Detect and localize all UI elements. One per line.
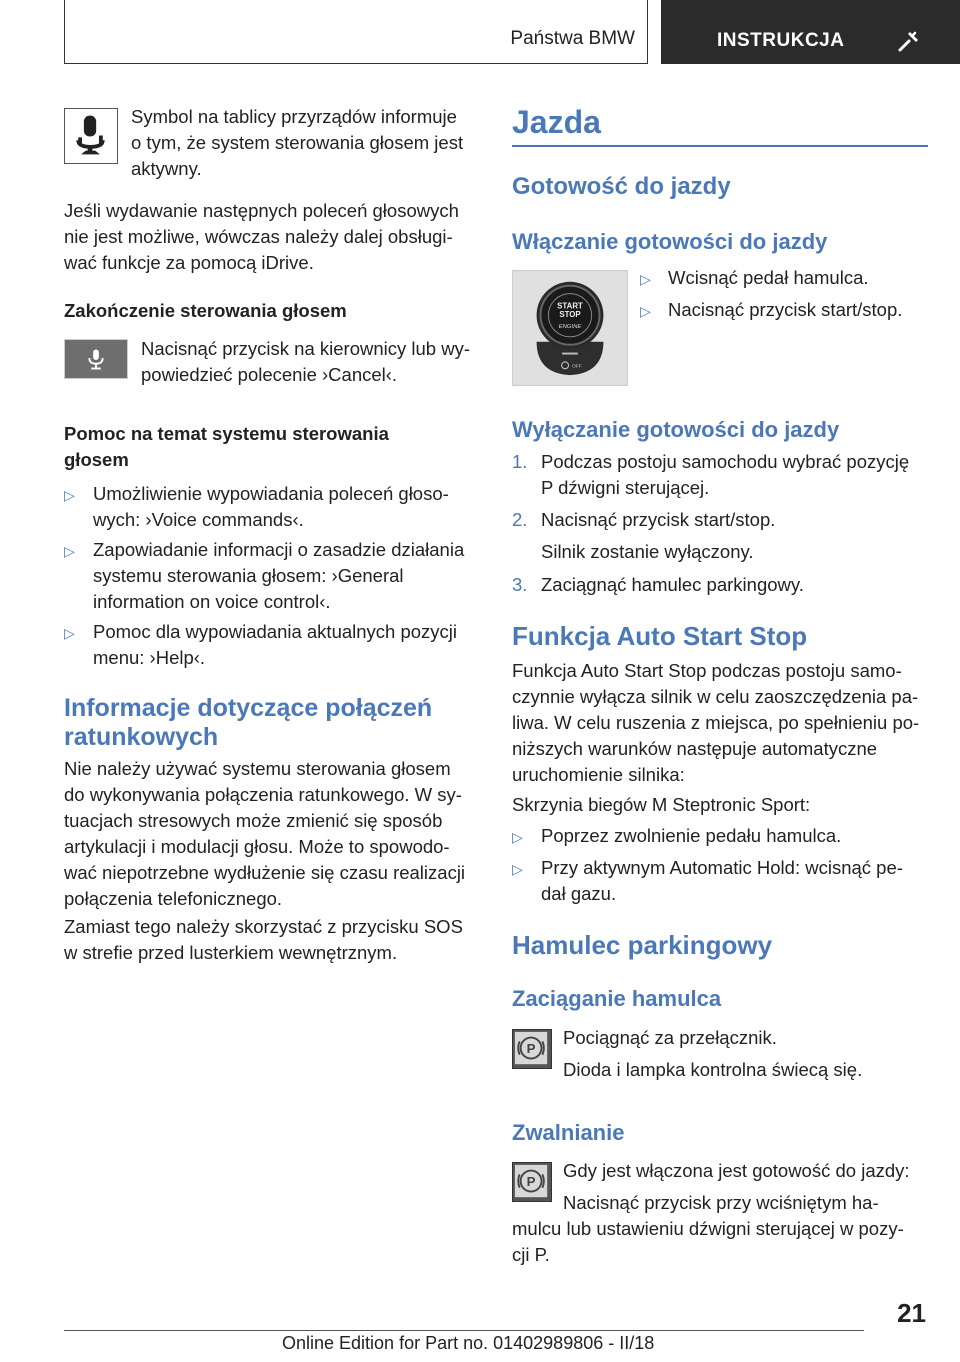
idrive-text-1: Jeśli wydawanie następnych poleceń głosowych — [64, 200, 459, 221]
parking-brake-heading: Hamulec parkingowy — [512, 930, 773, 960]
auto-text-3: liwa. W celu ruszenia z miejsca, po spełnieniu po- — [512, 712, 920, 733]
release-text-4: cji P. — [512, 1244, 550, 1265]
parking-brake-icon — [513, 1163, 551, 1201]
page-title: Jazda — [512, 104, 601, 140]
footer-edition: Online Edition for Part no. 01402989806 - II/18 — [282, 1333, 655, 1353]
emergency-text-1: Nie należy używać systemu sterowania głosem — [64, 758, 451, 779]
emergency-text-4: artykulacji i modulacji głosu. Może to spowodo- — [64, 836, 450, 857]
bullet-icon: ▷ — [640, 271, 651, 287]
step-number-3: 3. — [512, 574, 528, 595]
start-stop-button-drawing — [513, 271, 627, 385]
parking-brake-icon — [513, 1030, 551, 1068]
microphone-icon — [65, 340, 127, 378]
bullet-icon: ▷ — [64, 487, 75, 503]
off-label: OFF — [571, 364, 582, 370]
help-heading-2: głosem — [64, 449, 129, 470]
auto-item-2-line-1: Przy aktywnym Automatic Hold: wcisnąć pe- — [541, 857, 903, 878]
off-step-3-line-1: Zaciągnąć hamulec parkingowy. — [541, 574, 804, 595]
sos-text-2: w strefie przed lusterkiem wewnętrznym. — [64, 942, 398, 963]
gearbox-text: Skrzynia biegów M Steptronic Sport: — [512, 794, 811, 815]
step-number-2: 2. — [512, 509, 528, 530]
start-stop-button-image — [512, 270, 628, 386]
auto-start-stop-heading: Funkcja Auto Start Stop — [512, 621, 808, 651]
voice-symbol-text-2: o tym, że system sterowania głosem jest — [131, 132, 464, 153]
auto-text-5: uruchomienie silnika: — [512, 764, 685, 785]
wrench-icon — [897, 30, 921, 52]
readiness-on-heading: Włączanie gotowości do jazdy — [512, 229, 828, 254]
auto-item-2-line-2: dał gazu. — [541, 883, 617, 904]
idrive-text-3: wać funkcje za pomocą iDrive. — [64, 252, 314, 273]
help-item-1-line-1: Umożliwienie wypowiadania poleceń głoso- — [93, 483, 449, 504]
off-step-2-line-1: Nacisnąć przycisk start/stop. — [541, 509, 776, 530]
title-divider — [512, 145, 928, 147]
idrive-text-2: nie jest możliwe, wówczas należy dalej obsługi- — [64, 226, 453, 247]
end-voice-text-1: Nacisnąć przycisk na kierownicy lub wy- — [141, 338, 470, 359]
bullet-icon: ▷ — [512, 861, 523, 877]
steering-voice-button — [64, 339, 128, 379]
bullet-icon: ▷ — [640, 303, 651, 319]
auto-text-1: Funkcja Auto Start Stop podczas postoju samo- — [512, 660, 902, 681]
emergency-text-2: do wykonywania połączenia ratunkowego. W sy- — [64, 784, 462, 805]
help-item-2-line-1: Zapowiadanie informacji o zasadzie działania — [93, 539, 465, 560]
readiness-off-heading: Wyłączanie gotowości do jazdy — [512, 417, 840, 442]
parking-icon-letter: P — [526, 1040, 536, 1056]
emergency-text-5: wać niepotrzebne wydłużenie się czasu realizacji — [64, 862, 466, 883]
apply-text-1: Pociągnąć za przełącznik. — [563, 1027, 777, 1048]
auto-text-4: niższych warunków następuje automatyczne — [512, 738, 878, 759]
release-brake-heading: Zwalnianie — [512, 1120, 625, 1145]
auto-item-1: Poprzez zwolnienie pedału hamulca. — [541, 825, 842, 846]
release-text-1: Gdy jest włączona jest gotowość do jazdy: — [563, 1160, 910, 1181]
auto-text-2: czynnie wyłącza silnik w celu zaoszczędzenia pa- — [512, 686, 919, 707]
help-item-2-line-3: information on voice control‹. — [93, 591, 331, 612]
off-step-1-line-1: Podczas postoju samochodu wybrać pozycję — [541, 451, 910, 472]
page-number: 21 — [897, 1298, 926, 1328]
on-item-2: Nacisnąć przycisk start/stop. — [668, 299, 903, 320]
emergency-heading-1: Informacje dotyczące połączeń — [64, 694, 433, 722]
bullet-icon: ▷ — [64, 625, 75, 641]
off-step-1-line-2: P dźwigni sterującej. — [541, 477, 710, 498]
header-section-tab[interactable] — [661, 0, 960, 64]
emergency-text-3: tuacjach stresowych może zmienić się sposób — [64, 810, 443, 831]
release-text-3: mulcu lub ustawieniu dźwigni sterującej w pozy- — [512, 1218, 904, 1239]
header-brand-box — [64, 0, 648, 64]
readiness-heading: Gotowość do jazdy — [512, 173, 731, 200]
release-text-2: Nacisnąć przycisk przy wciśniętym ha- — [563, 1192, 879, 1213]
apply-brake-heading: Zaciąganie hamulca — [512, 986, 722, 1011]
end-voice-heading: Zakończenie sterowania głosem — [64, 300, 347, 321]
end-voice-text-2: powiedzieć polecenie ›Cancel‹. — [141, 364, 398, 385]
parking-brake-switch-image — [512, 1029, 552, 1069]
help-item-1-line-2: wych: ›Voice commands‹. — [93, 509, 304, 530]
voice-symbol-text-1: Symbol na tablicy przyrządów informuje — [131, 106, 457, 127]
sos-text-1: Zamiast tego należy skorzystać z przycisku SOS — [64, 916, 463, 937]
bullet-icon: ▷ — [64, 543, 75, 559]
help-heading-1: Pomoc na temat systemu sterowania — [64, 423, 389, 444]
help-item-3-line-2: menu: ›Help‹. — [93, 647, 206, 668]
header-section-label: INSTRUKCJA — [717, 30, 845, 51]
help-item-3-line-1: Pomoc dla wypowiadania aktualnych pozycji — [93, 621, 458, 642]
apply-text-2: Dioda i lampka kontrolna świecą się. — [563, 1059, 863, 1080]
parking-brake-switch-image — [512, 1162, 552, 1202]
emergency-heading-2: ratunkowych — [64, 723, 219, 751]
step-number-1: 1. — [512, 451, 528, 472]
microphone-icon — [65, 109, 116, 162]
voice-symbol-text-3: aktywny. — [131, 158, 202, 179]
stop-label: STOP — [559, 310, 581, 320]
help-item-2-line-2: systemu sterowania głosem: ›General — [93, 565, 404, 586]
on-item-1: Wcisnąć pedał hamulca. — [668, 267, 869, 288]
emergency-text-6: połączenia telefonicznego. — [64, 888, 283, 909]
parking-icon-letter: P — [526, 1173, 536, 1189]
voice-control-symbol — [64, 108, 118, 164]
bullet-icon: ▷ — [512, 829, 523, 845]
start-label: START — [557, 301, 583, 311]
header-brand: Państwa BMW — [510, 28, 635, 49]
footer-divider — [64, 1330, 864, 1331]
engine-label: ENGINE — [558, 324, 582, 330]
off-step-2-line-2: Silnik zostanie wyłączony. — [541, 541, 754, 562]
